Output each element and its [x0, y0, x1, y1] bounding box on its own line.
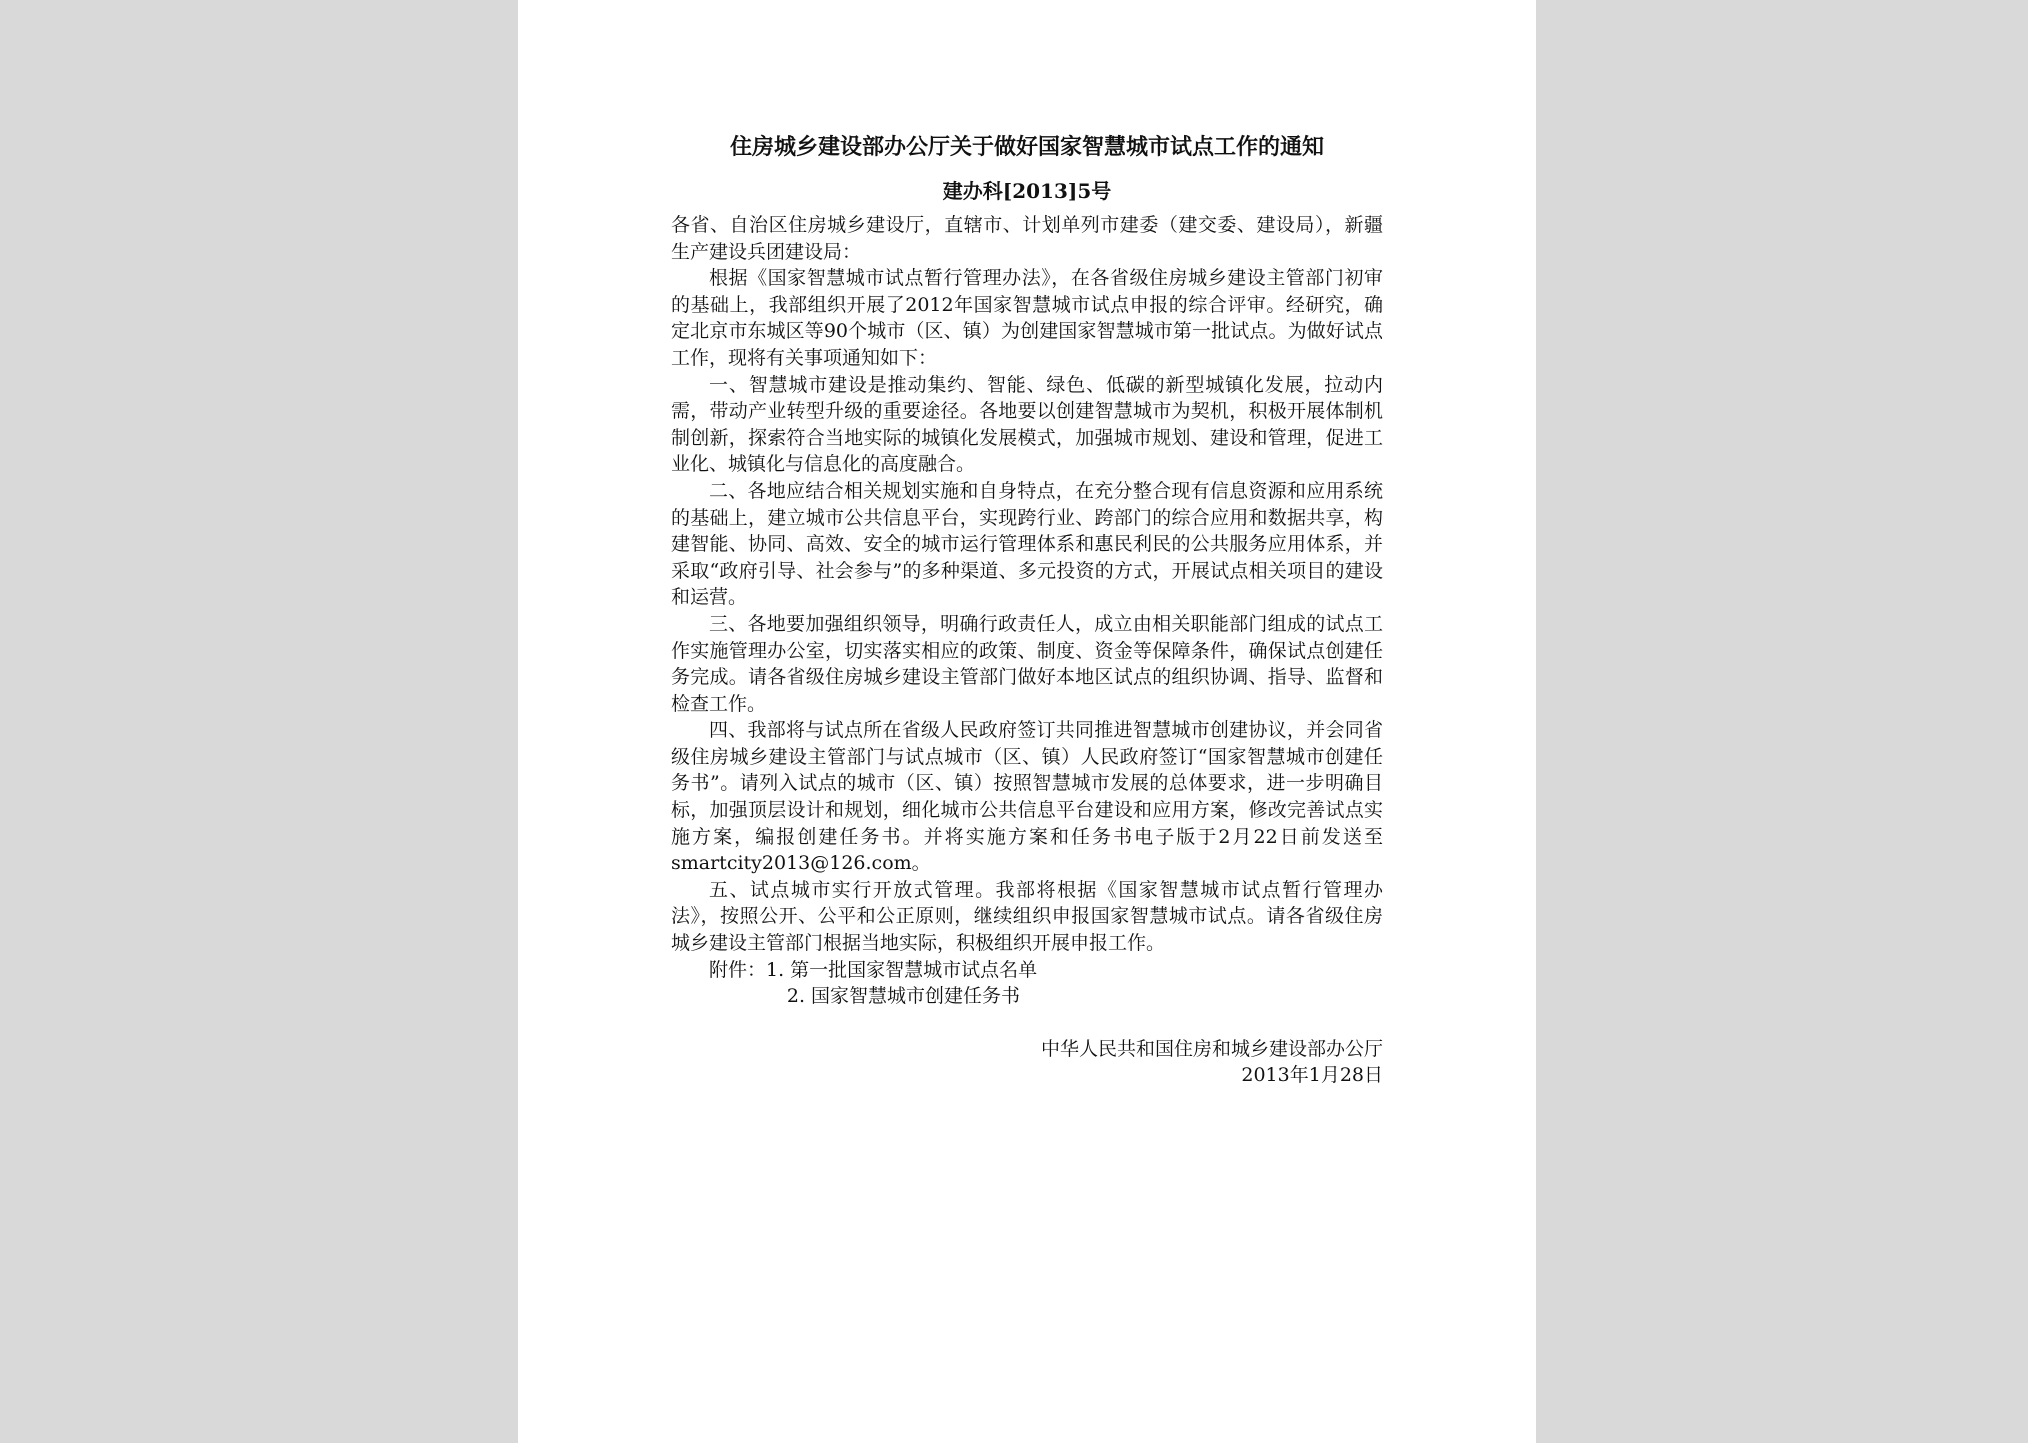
- issue-date: 2013年1月28日: [1241, 1064, 1383, 1087]
- paragraph-item-3: 三、各地要加强组织领导，明确行政责任人，成立由相关职能部门组成的试点工作实施管理办公室，切实落实相应的政策、制度、资金等保障条件，确保试点创建任务完成。请各省级住房城乡建设主管部门做好本地区试点的组织协调、指导、监督和检查工作。: [671, 612, 1383, 715]
- signature-block: [671, 1036, 1383, 1089]
- document-content: [671, 130, 1383, 1089]
- document-number: 建办科[2013]5号: [942, 179, 1112, 203]
- paragraph-intro: 根据《国家智慧城市试点暂行管理办法》，在各省级住房城乡建设主管部门初审的基础上，我部组织开展了2012年国家智慧城市试点申报的综合评审。经研究，确定北京市东城区等90个城市（区、镇）为创建国家智慧城市第一批试点。为做好试点工作，现将有关事项通知如下：: [671, 267, 1383, 369]
- salutation: 各省、自治区住房城乡建设厅，直辖市、计划单列市建委（建交委、建设局），新疆生产建设兵团建设局：: [671, 214, 1383, 263]
- paragraph-item-1: 一、智慧城市建设是推动集约、智能、绿色、低碳的新型城镇化发展，拉动内需，带动产业转型升级的重要途径。各地要以创建智慧城市为契机，积极开展体制机制创新，探索符合当地实际的城镇化发展模式，加强城市规划、建设和管理，促进工业化、城镇化与信息化的高度融合。: [671, 373, 1383, 476]
- paragraph-item-4: 四、我部将与试点所在省级人民政府签订共同推进智慧城市创建协议，并会同省级住房城乡建设主管部门与试点城市（区、镇）人民政府签订“国家智慧城市创建任务书”。请列入试点的城市（区、镇）按照智慧城市发展的总体要求，进一步明确目标，加强顶层设计和规划，细化城市公共信息平台建设和应用方案，修改完善试点实施方案，编报创建任务书。并将实施方案和任务书电子版于2月22日前发送至smartcity2013@126.com。: [671, 719, 1383, 875]
- document-page: [518, 0, 1536, 1443]
- paragraph-item-2: 二、各地应结合相关规划实施和自身特点，在充分整合现有信息资源和应用系统的基础上，建立城市公共信息平台，实现跨行业、跨部门的综合应用和数据共享，构建智能、协同、高效、安全的城市运行管理体系和惠民利民的公共服务应用体系，并采取“政府引导、社会参与”的多种渠道、多元投资的方式，开展试点相关项目的建设和运营。: [671, 479, 1383, 609]
- attachment-1: 附件：1. 第一批国家智慧城市试点名单: [709, 958, 1038, 981]
- document-title: 住房城乡建设部办公厅关于做好国家智慧城市试点工作的通知: [729, 134, 1324, 160]
- attachment-2: 2. 国家智慧城市创建任务书: [786, 985, 1021, 1008]
- issuer-name: 中华人民共和国住房和城乡建设部办公厅: [1040, 1037, 1383, 1060]
- paragraph-item-5: 五、试点城市实行开放式管理。我部将根据《国家智慧城市试点暂行管理办法》，按照公开、公平和公正原则，继续组织申报国家智慧城市试点。请各省级住房城乡建设主管部门根据当地实际，积极组织开展申报工作。: [671, 878, 1383, 955]
